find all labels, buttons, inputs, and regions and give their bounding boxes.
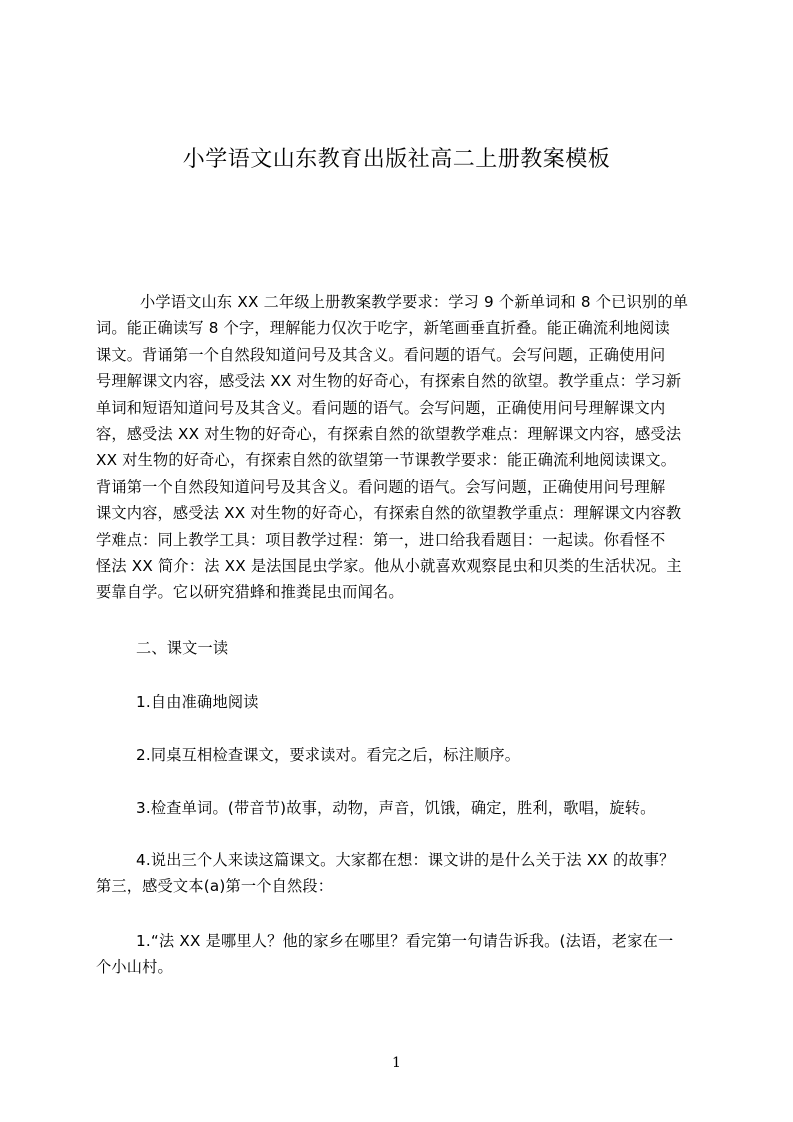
list-item: 1.自由准确地阅读 xyxy=(136,693,259,711)
question-paragraph xyxy=(96,928,700,981)
intro-line: 号理解课文内容，感受法 XX 对生物的好奇心，有探索自然的欲望。教学重点：学习新 xyxy=(96,372,682,391)
document-title: 小学语文山东教育出版社高二上册教案模板 xyxy=(182,147,611,172)
intro-paragraph xyxy=(96,289,700,606)
list-item xyxy=(96,847,700,900)
intro-line: 怪法 XX 简介：法 XX 是法国昆虫学家。他从小就喜欢观察昆虫和贝类的生活状况。主 xyxy=(96,557,682,576)
list-item-line: 4.说出三个人来读这篇课文。大家都在想：课文讲的是什么关于法 XX 的故事？ xyxy=(136,851,675,869)
list-item-line: 第三，感受文本(a)第一个自然段： xyxy=(96,877,334,896)
list-item: 3.检查单词。(带音节)故事，动物，声音，饥饿，确定，胜利，歌唱，旋转。 xyxy=(136,799,656,817)
intro-line: 单词和短语知道问号及其含义。看问题的语气。会写问题，正确使用问号理解课文内 xyxy=(96,398,666,417)
intro-line: 课文。背诵第一个自然段知道问号及其含义。看问题的语气。会写问题，正确使用问 xyxy=(96,345,666,364)
question-line: 个小山村。 xyxy=(96,958,173,977)
intro-line: XX 对生物的好奇心，有探索自然的欲望第一节课教学要求：能正确流利地阅读课文。 xyxy=(96,451,677,470)
intro-line: 课文内容，感受法 XX 对生物的好奇心，有探索自然的欲望教学重点：理解课文内容教 xyxy=(96,504,682,523)
question-line: 1.“法 XX 是哪里人？他的家乡在哪里？看完第一句请告诉我。(法语，老家在一 xyxy=(136,932,674,950)
intro-line: 要靠自学。它以研究猎蜂和推粪昆虫而闻名。 xyxy=(96,583,404,602)
intro-line: 学难点：同上教学工具：项目教学过程：第一，进口给我看题目：一起读。你看怪不 xyxy=(96,530,666,549)
intro-line: 小学语文山东 XX 二年级上册教案教学要求：学习 9 个新单词和 8 个已识别的单 xyxy=(140,293,689,311)
intro-line: 容，感受法 XX 对生物的好奇心，有探索自然的欲望教学难点：理解课文内容，感受法 xyxy=(96,425,682,444)
intro-line: 背诵第一个自然段知道问号及其含义。看问题的语气。会写问题，正确使用问号理解 xyxy=(96,477,666,496)
section-heading: 二、课文一读 xyxy=(136,639,229,657)
intro-line: 词。能正确读写 8 个字，理解能力仅次于吃字，新笔画垂直折叠。能正确流利地阅读 xyxy=(96,319,670,338)
page-number: 1 xyxy=(392,1055,401,1071)
list-item: 2.同桌互相检查课文，要求读对。看完之后，标注顺序。 xyxy=(136,746,521,764)
